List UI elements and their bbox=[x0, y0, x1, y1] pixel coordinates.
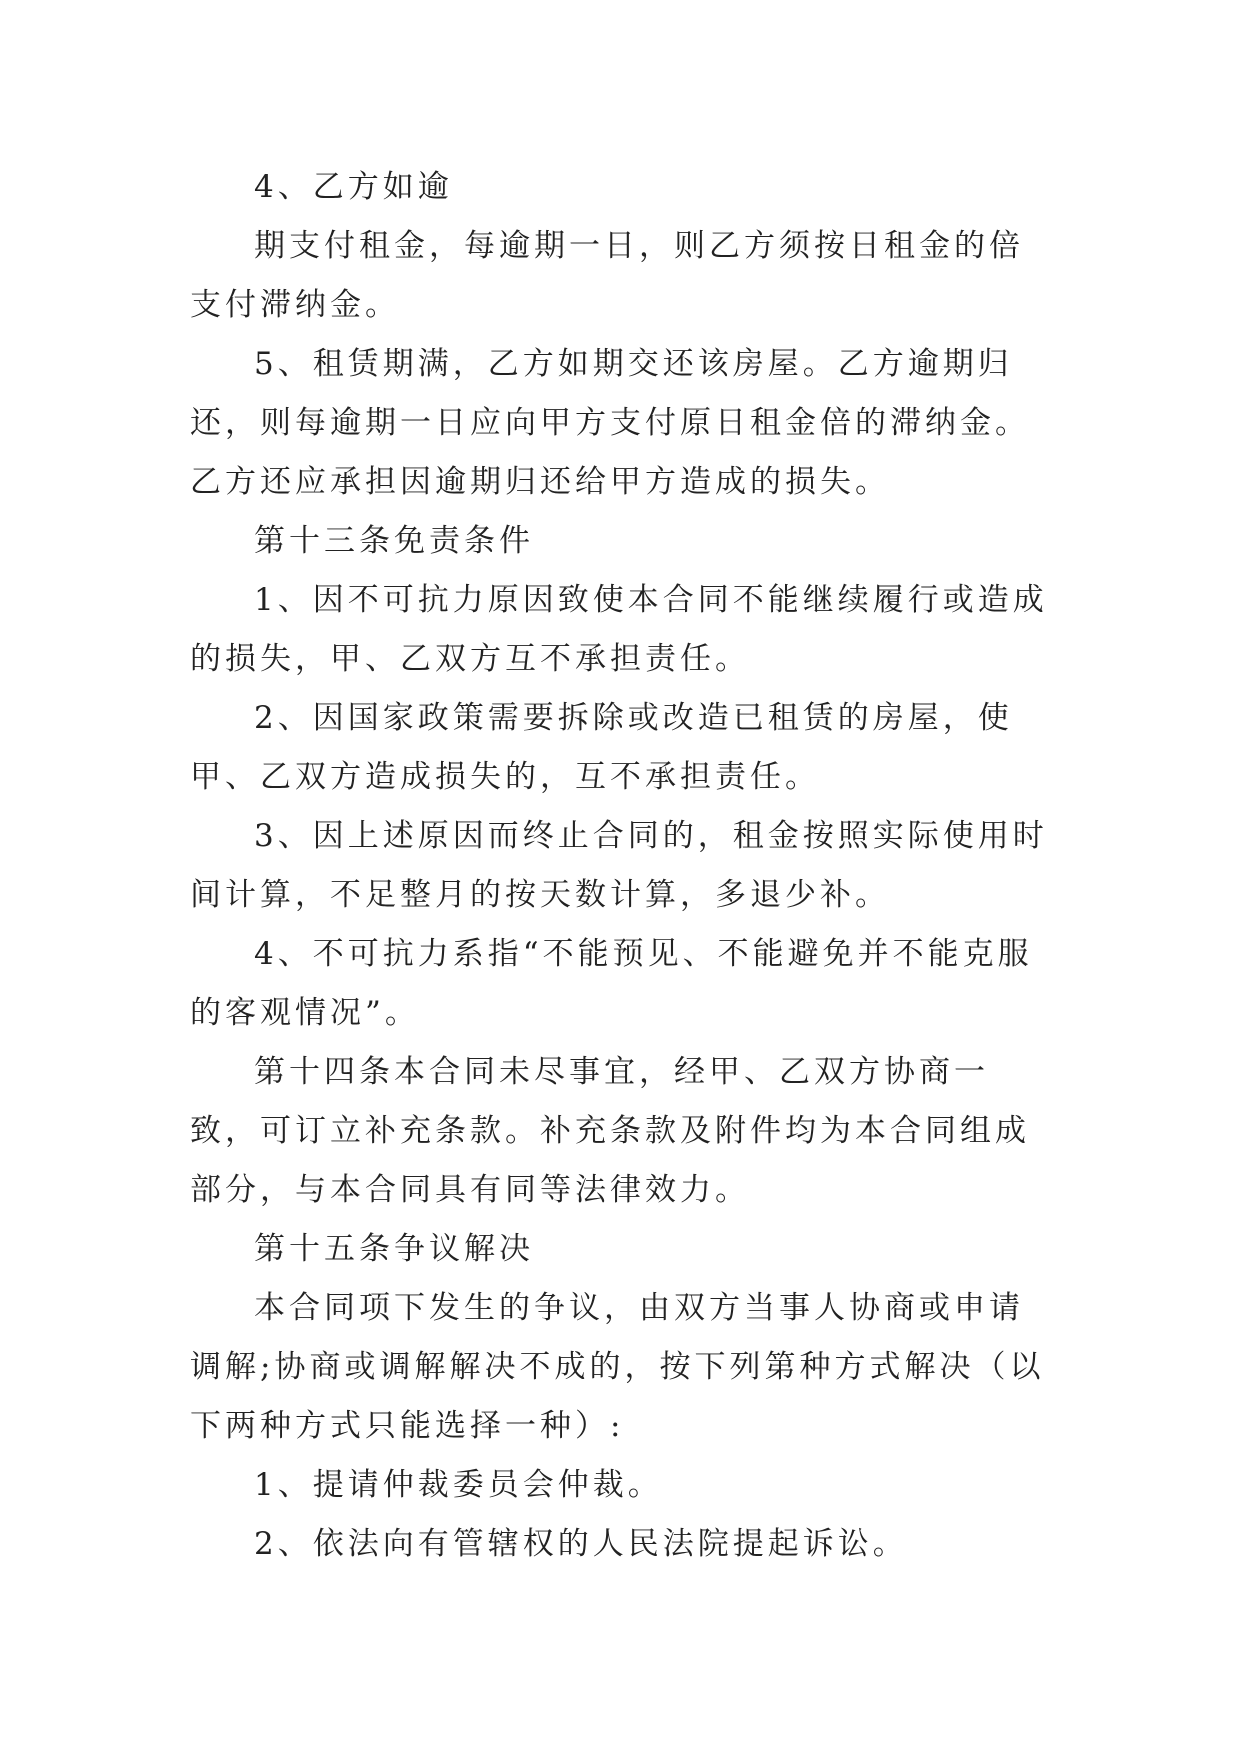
paragraph-article-15-body: 本合同项下发生的争议，由双方当事人协商或申请调解;协商或调解解决不成的，按下列第种方式解决（以下两种方式只能选择一种）: bbox=[190, 1290, 1045, 1444]
heading-article-13: 第十三条免责条件 bbox=[254, 523, 534, 559]
paragraph-article-13-item-2: 2、因国家政策需要拆除或改造已租赁的房屋，使甲、乙双方造成损失的，互不承担责任。 bbox=[190, 700, 1013, 795]
paragraph-late-payment-clause-4-continued: 期支付租金，每逾期一日，则乙方须按日租金的倍支付滞纳金。 bbox=[190, 228, 1024, 323]
paragraph-article-13-item-4: 4、不可抗力系指“不能预见、不能避免并不能克服的客观情况”。 bbox=[190, 936, 1033, 1031]
paragraph-lease-expiry-clause-5: 5、租赁期满，乙方如期交还该房屋。乙方逾期归还，则每逾期一日应向甲方支付原日租金倍的滞纳金。乙方还应承担因逾期归还给甲方造成的损失。 bbox=[190, 346, 1030, 500]
paragraph-article-15-option-1: 1、提请仲裁委员会仲裁。 bbox=[254, 1467, 663, 1503]
paragraph-late-payment-clause-4-start: 4、乙方如逾 bbox=[254, 169, 453, 205]
paragraph-article-14: 第十四条本合同未尽事宜，经甲、乙双方协商一致，可订立补充条款。补充条款及附件均为本合同组成部分，与本合同具有同等法律效力。 bbox=[190, 1054, 1030, 1208]
paragraph-article-15-option-2: 2、依法向有管辖权的人民法院提起诉讼。 bbox=[254, 1526, 908, 1562]
heading-article-15: 第十五条争议解决 bbox=[254, 1231, 534, 1267]
paragraph-article-13-item-3: 3、因上述原因而终止合同的，租金按照实际使用时间计算，不足整月的按天数计算，多退少补。 bbox=[190, 818, 1048, 913]
paragraph-article-13-item-1: 1、因不可抗力原因致使本合同不能继续履行或造成的损失，甲、乙双方互不承担责任。 bbox=[190, 582, 1048, 677]
document-body bbox=[190, 158, 1052, 1574]
